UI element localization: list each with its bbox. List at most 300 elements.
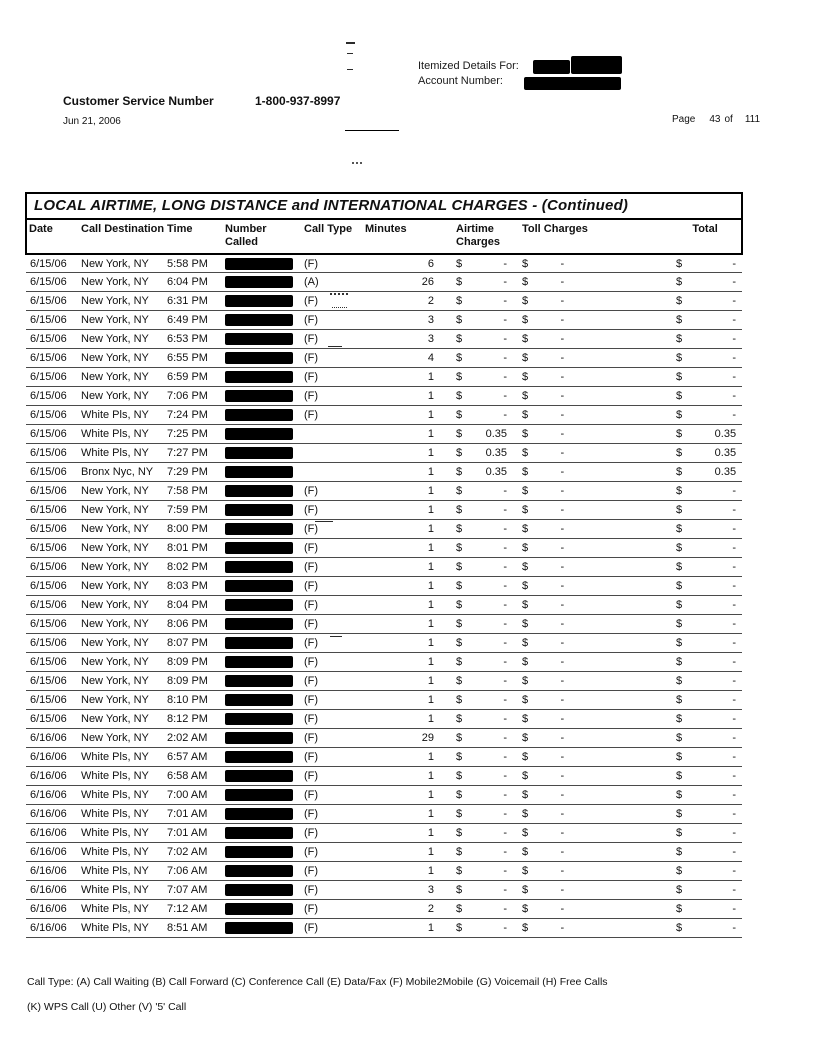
cell-call-type: (F) bbox=[301, 843, 359, 862]
column-header-number-called: Number Called bbox=[222, 219, 301, 254]
cell-total: $ - bbox=[669, 482, 742, 501]
cell-call-destination: New York, NY bbox=[78, 387, 166, 406]
cell-time: 8:10 PM bbox=[166, 691, 222, 710]
cell-number-called bbox=[222, 254, 301, 273]
cell-number-called bbox=[222, 786, 301, 805]
currency-symbol: $ bbox=[676, 485, 683, 498]
redacted-number bbox=[225, 846, 293, 858]
cell-airtime-charges: $ - bbox=[447, 520, 519, 539]
cell-call-type: (F) bbox=[301, 672, 359, 691]
cell-total: $ - bbox=[669, 653, 742, 672]
cell-call-type: (F) bbox=[301, 558, 359, 577]
column-header-total: Total bbox=[669, 219, 742, 254]
cell-minutes: 1 bbox=[359, 615, 447, 634]
currency-symbol: $ bbox=[676, 542, 683, 555]
scan-artifact bbox=[352, 162, 362, 164]
cell-toll-charges: $ - bbox=[519, 520, 669, 539]
redacted-number bbox=[225, 694, 293, 706]
cell-airtime-charges: $ - bbox=[447, 919, 519, 938]
cell-total: $ - bbox=[669, 254, 742, 273]
cell-minutes: 2 bbox=[359, 292, 447, 311]
table-row bbox=[26, 729, 742, 748]
table-title-row bbox=[26, 193, 742, 219]
cell-number-called bbox=[222, 425, 301, 444]
currency-symbol: $ bbox=[456, 333, 463, 346]
cell-call-destination: New York, NY bbox=[78, 710, 166, 729]
redacted-number bbox=[225, 276, 293, 288]
cell-date: 6/16/06 bbox=[26, 805, 78, 824]
currency-symbol: $ bbox=[456, 732, 463, 745]
cell-call-type: (F) bbox=[301, 653, 359, 672]
cell-time: 8:04 PM bbox=[166, 596, 222, 615]
currency-symbol: $ bbox=[676, 599, 683, 612]
cell-call-destination: New York, NY bbox=[78, 596, 166, 615]
redacted-number bbox=[225, 656, 293, 668]
currency-symbol: $ bbox=[456, 466, 463, 479]
cell-number-called bbox=[222, 824, 301, 843]
currency-symbol: $ bbox=[456, 618, 463, 631]
cell-call-destination: New York, NY bbox=[78, 330, 166, 349]
currency-symbol: $ bbox=[522, 884, 529, 897]
cell-airtime-charges: $ - bbox=[447, 311, 519, 330]
table-row bbox=[26, 786, 742, 805]
cell-number-called bbox=[222, 748, 301, 767]
cell-minutes: 1 bbox=[359, 520, 447, 539]
cell-airtime-charges: $ - bbox=[447, 748, 519, 767]
currency-symbol: $ bbox=[456, 599, 463, 612]
cell-number-called bbox=[222, 596, 301, 615]
account-number-label: Account Number: bbox=[418, 75, 503, 87]
cell-time: 7:27 PM bbox=[166, 444, 222, 463]
cell-time: 7:06 PM bbox=[166, 387, 222, 406]
cell-number-called bbox=[222, 710, 301, 729]
cell-airtime-charges: $ - bbox=[447, 824, 519, 843]
cell-total: $ - bbox=[669, 786, 742, 805]
cell-number-called bbox=[222, 653, 301, 672]
currency-symbol: $ bbox=[456, 694, 463, 707]
redacted-number bbox=[225, 409, 293, 421]
redacted-customer-name bbox=[571, 56, 622, 74]
cell-call-destination: White Pls, NY bbox=[78, 843, 166, 862]
redacted-number bbox=[225, 504, 293, 516]
currency-symbol: $ bbox=[522, 295, 529, 308]
currency-symbol: $ bbox=[676, 390, 683, 403]
cell-call-destination: White Pls, NY bbox=[78, 805, 166, 824]
currency-symbol: $ bbox=[676, 504, 683, 517]
cell-date: 6/15/06 bbox=[26, 444, 78, 463]
cell-call-destination: New York, NY bbox=[78, 349, 166, 368]
currency-symbol: $ bbox=[522, 504, 529, 517]
call-table-body bbox=[26, 254, 742, 938]
table-row bbox=[26, 520, 742, 539]
redacted-customer-name bbox=[533, 60, 570, 74]
cell-total: $ 0.35 bbox=[669, 444, 742, 463]
table-row bbox=[26, 387, 742, 406]
redacted-number bbox=[225, 808, 293, 820]
cell-total: $ - bbox=[669, 330, 742, 349]
table-row bbox=[26, 501, 742, 520]
redacted-number bbox=[225, 580, 293, 592]
cell-call-destination: White Pls, NY bbox=[78, 919, 166, 938]
cell-total: $ - bbox=[669, 634, 742, 653]
cell-toll-charges: $ - bbox=[519, 881, 669, 900]
cell-toll-charges: $ - bbox=[519, 710, 669, 729]
cell-toll-charges: $ - bbox=[519, 843, 669, 862]
cell-total: $ - bbox=[669, 748, 742, 767]
customer-service-number: 1-800-937-8997 bbox=[255, 94, 341, 108]
cell-number-called bbox=[222, 919, 301, 938]
page-total: 111 bbox=[744, 114, 761, 125]
cell-minutes: 26 bbox=[359, 273, 447, 292]
cell-airtime-charges: $ - bbox=[447, 767, 519, 786]
cell-call-destination: White Pls, NY bbox=[78, 786, 166, 805]
cell-minutes: 1 bbox=[359, 444, 447, 463]
cell-number-called bbox=[222, 767, 301, 786]
cell-minutes: 29 bbox=[359, 729, 447, 748]
cell-time: 6:49 PM bbox=[166, 311, 222, 330]
cell-call-type: (F) bbox=[301, 805, 359, 824]
cell-total: $ - bbox=[669, 824, 742, 843]
cell-toll-charges: $ - bbox=[519, 862, 669, 881]
cell-time: 8:09 PM bbox=[166, 672, 222, 691]
currency-symbol: $ bbox=[676, 713, 683, 726]
currency-symbol: $ bbox=[522, 903, 529, 916]
cell-toll-charges: $ - bbox=[519, 311, 669, 330]
cell-airtime-charges: $ - bbox=[447, 786, 519, 805]
currency-symbol: $ bbox=[522, 485, 529, 498]
currency-symbol: $ bbox=[456, 637, 463, 650]
currency-symbol: $ bbox=[456, 390, 463, 403]
cell-airtime-charges: $ - bbox=[447, 482, 519, 501]
cell-call-type: (F) bbox=[301, 900, 359, 919]
currency-symbol: $ bbox=[522, 694, 529, 707]
cell-number-called bbox=[222, 577, 301, 596]
currency-symbol: $ bbox=[456, 884, 463, 897]
cell-call-destination: White Pls, NY bbox=[78, 406, 166, 425]
cell-call-destination: New York, NY bbox=[78, 368, 166, 387]
cell-total: $ - bbox=[669, 387, 742, 406]
table-row bbox=[26, 862, 742, 881]
cell-call-type bbox=[301, 463, 359, 482]
cell-date: 6/15/06 bbox=[26, 615, 78, 634]
cell-date: 6/16/06 bbox=[26, 862, 78, 881]
cell-time: 6:53 PM bbox=[166, 330, 222, 349]
redacted-number bbox=[225, 903, 293, 915]
cell-date: 6/15/06 bbox=[26, 672, 78, 691]
redacted-number bbox=[225, 542, 293, 554]
scan-artifact bbox=[346, 42, 355, 44]
currency-symbol: $ bbox=[522, 656, 529, 669]
cell-number-called bbox=[222, 615, 301, 634]
currency-symbol: $ bbox=[456, 504, 463, 517]
cell-number-called bbox=[222, 311, 301, 330]
cell-total: $ - bbox=[669, 767, 742, 786]
currency-symbol: $ bbox=[522, 352, 529, 365]
cell-airtime-charges: $ - bbox=[447, 596, 519, 615]
cell-toll-charges: $ - bbox=[519, 900, 669, 919]
cell-toll-charges: $ - bbox=[519, 786, 669, 805]
table-row bbox=[26, 710, 742, 729]
cell-time: 7:25 PM bbox=[166, 425, 222, 444]
currency-symbol: $ bbox=[522, 333, 529, 346]
cell-time: 5:58 PM bbox=[166, 254, 222, 273]
cell-airtime-charges: $ - bbox=[447, 843, 519, 862]
currency-symbol: $ bbox=[522, 542, 529, 555]
bill-date: Jun 21, 2006 bbox=[63, 116, 121, 127]
currency-symbol: $ bbox=[522, 390, 529, 403]
currency-symbol: $ bbox=[676, 352, 683, 365]
cell-call-destination: White Pls, NY bbox=[78, 824, 166, 843]
table-row bbox=[26, 748, 742, 767]
cell-number-called bbox=[222, 501, 301, 520]
currency-symbol: $ bbox=[456, 675, 463, 688]
cell-time: 8:02 PM bbox=[166, 558, 222, 577]
currency-symbol: $ bbox=[522, 922, 529, 935]
cell-total: $ - bbox=[669, 311, 742, 330]
currency-symbol: $ bbox=[522, 409, 529, 422]
cell-minutes: 1 bbox=[359, 577, 447, 596]
cell-toll-charges: $ - bbox=[519, 254, 669, 273]
cell-time: 7:02 AM bbox=[166, 843, 222, 862]
redacted-number bbox=[225, 637, 293, 649]
currency-symbol: $ bbox=[456, 561, 463, 574]
currency-symbol: $ bbox=[676, 751, 683, 764]
cell-minutes: 3 bbox=[359, 881, 447, 900]
cell-number-called bbox=[222, 900, 301, 919]
cell-toll-charges: $ - bbox=[519, 767, 669, 786]
cell-date: 6/15/06 bbox=[26, 520, 78, 539]
cell-call-type: (F) bbox=[301, 729, 359, 748]
cell-date: 6/15/06 bbox=[26, 463, 78, 482]
cell-date: 6/16/06 bbox=[26, 767, 78, 786]
cell-total: $ 0.35 bbox=[669, 463, 742, 482]
currency-symbol: $ bbox=[522, 732, 529, 745]
redacted-number bbox=[225, 618, 293, 630]
cell-time: 8:07 PM bbox=[166, 634, 222, 653]
cell-airtime-charges: $ - bbox=[447, 349, 519, 368]
table-row bbox=[26, 824, 742, 843]
redacted-number bbox=[225, 561, 293, 573]
cell-date: 6/15/06 bbox=[26, 425, 78, 444]
cell-toll-charges: $ - bbox=[519, 273, 669, 292]
cell-minutes: 1 bbox=[359, 463, 447, 482]
cell-time: 8:00 PM bbox=[166, 520, 222, 539]
table-row bbox=[26, 406, 742, 425]
cell-number-called bbox=[222, 539, 301, 558]
currency-symbol: $ bbox=[522, 770, 529, 783]
cell-call-destination: White Pls, NY bbox=[78, 748, 166, 767]
cell-minutes: 1 bbox=[359, 824, 447, 843]
currency-symbol: $ bbox=[456, 713, 463, 726]
column-header-toll-charges: Toll Charges bbox=[519, 219, 669, 254]
cell-total: $ - bbox=[669, 596, 742, 615]
cell-total: $ - bbox=[669, 558, 742, 577]
page-label: Page bbox=[672, 114, 696, 125]
cell-airtime-charges: $ - bbox=[447, 653, 519, 672]
cell-airtime-charges: $ - bbox=[447, 387, 519, 406]
cell-airtime-charges: $ - bbox=[447, 292, 519, 311]
redacted-number bbox=[225, 789, 293, 801]
currency-symbol: $ bbox=[676, 466, 683, 479]
cell-call-destination: New York, NY bbox=[78, 615, 166, 634]
currency-symbol: $ bbox=[676, 827, 683, 840]
column-header-date: Date bbox=[26, 219, 78, 254]
redacted-number bbox=[225, 599, 293, 611]
table-row bbox=[26, 596, 742, 615]
cell-call-destination: New York, NY bbox=[78, 292, 166, 311]
cell-toll-charges: $ - bbox=[519, 406, 669, 425]
cell-number-called bbox=[222, 672, 301, 691]
currency-symbol: $ bbox=[676, 333, 683, 346]
cell-airtime-charges: $ - bbox=[447, 558, 519, 577]
cell-date: 6/15/06 bbox=[26, 368, 78, 387]
cell-total: $ - bbox=[669, 805, 742, 824]
currency-symbol: $ bbox=[676, 846, 683, 859]
table-row bbox=[26, 900, 742, 919]
scan-artifact bbox=[345, 130, 399, 131]
redacted-number bbox=[225, 314, 293, 326]
cell-toll-charges: $ - bbox=[519, 330, 669, 349]
cell-call-type: (A) bbox=[301, 273, 359, 292]
table-row bbox=[26, 425, 742, 444]
cell-airtime-charges: $ - bbox=[447, 634, 519, 653]
currency-symbol: $ bbox=[522, 751, 529, 764]
currency-symbol: $ bbox=[676, 447, 683, 460]
table-row bbox=[26, 577, 742, 596]
cell-time: 6:55 PM bbox=[166, 349, 222, 368]
cell-number-called bbox=[222, 349, 301, 368]
cell-call-type bbox=[301, 444, 359, 463]
cell-toll-charges: $ - bbox=[519, 501, 669, 520]
cell-time: 7:29 PM bbox=[166, 463, 222, 482]
cell-total: $ - bbox=[669, 862, 742, 881]
cell-call-destination: New York, NY bbox=[78, 539, 166, 558]
cell-time: 7:12 AM bbox=[166, 900, 222, 919]
cell-toll-charges: $ - bbox=[519, 558, 669, 577]
redacted-number bbox=[225, 675, 293, 687]
cell-number-called bbox=[222, 482, 301, 501]
cell-time: 7:06 AM bbox=[166, 862, 222, 881]
cell-total: $ - bbox=[669, 615, 742, 634]
redacted-number bbox=[225, 732, 293, 744]
redacted-number bbox=[225, 922, 293, 934]
cell-call-destination: New York, NY bbox=[78, 482, 166, 501]
cell-date: 6/16/06 bbox=[26, 729, 78, 748]
cell-toll-charges: $ - bbox=[519, 463, 669, 482]
table-row bbox=[26, 463, 742, 482]
currency-symbol: $ bbox=[456, 276, 463, 289]
cell-call-destination: White Pls, NY bbox=[78, 900, 166, 919]
cell-time: 7:01 AM bbox=[166, 824, 222, 843]
cell-total: $ - bbox=[669, 691, 742, 710]
cell-total: $ - bbox=[669, 900, 742, 919]
table-header-row bbox=[26, 219, 742, 254]
cell-time: 2:02 AM bbox=[166, 729, 222, 748]
cell-date: 6/15/06 bbox=[26, 254, 78, 273]
cell-time: 6:59 PM bbox=[166, 368, 222, 387]
cell-time: 7:24 PM bbox=[166, 406, 222, 425]
table-row bbox=[26, 292, 742, 311]
table-row bbox=[26, 881, 742, 900]
cell-toll-charges: $ - bbox=[519, 539, 669, 558]
currency-symbol: $ bbox=[676, 865, 683, 878]
redacted-number bbox=[225, 523, 293, 535]
cell-call-type: (F) bbox=[301, 862, 359, 881]
cell-minutes: 6 bbox=[359, 254, 447, 273]
cell-date: 6/15/06 bbox=[26, 349, 78, 368]
cell-airtime-charges: $ - bbox=[447, 273, 519, 292]
currency-symbol: $ bbox=[676, 694, 683, 707]
redacted-number bbox=[225, 258, 293, 270]
currency-symbol: $ bbox=[676, 618, 683, 631]
table-row bbox=[26, 368, 742, 387]
cell-time: 8:12 PM bbox=[166, 710, 222, 729]
page-current: 43 bbox=[709, 114, 721, 125]
cell-number-called bbox=[222, 406, 301, 425]
cell-airtime-charges: $ - bbox=[447, 368, 519, 387]
currency-symbol: $ bbox=[456, 371, 463, 384]
cell-call-type bbox=[301, 425, 359, 444]
cell-call-type: (F) bbox=[301, 539, 359, 558]
cell-number-called bbox=[222, 387, 301, 406]
cell-date: 6/16/06 bbox=[26, 900, 78, 919]
cell-date: 6/15/06 bbox=[26, 577, 78, 596]
currency-symbol: $ bbox=[456, 903, 463, 916]
cell-toll-charges: $ - bbox=[519, 292, 669, 311]
cell-total: $ - bbox=[669, 501, 742, 520]
currency-symbol: $ bbox=[676, 257, 683, 270]
currency-symbol: $ bbox=[522, 637, 529, 650]
table-row bbox=[26, 349, 742, 368]
currency-symbol: $ bbox=[456, 789, 463, 802]
cell-call-type: (F) bbox=[301, 387, 359, 406]
cell-date: 6/15/06 bbox=[26, 406, 78, 425]
cell-call-destination: White Pls, NY bbox=[78, 425, 166, 444]
cell-date: 6/16/06 bbox=[26, 919, 78, 938]
table-row bbox=[26, 482, 742, 501]
cell-toll-charges: $ - bbox=[519, 634, 669, 653]
cell-number-called bbox=[222, 463, 301, 482]
currency-symbol: $ bbox=[456, 447, 463, 460]
itemized-details-label: Itemized Details For: bbox=[418, 60, 519, 72]
redacted-number bbox=[225, 428, 293, 440]
cell-date: 6/15/06 bbox=[26, 482, 78, 501]
cell-toll-charges: $ - bbox=[519, 482, 669, 501]
cell-date: 6/15/06 bbox=[26, 330, 78, 349]
cell-time: 6:04 PM bbox=[166, 273, 222, 292]
cell-airtime-charges: $ - bbox=[447, 881, 519, 900]
cell-minutes: 4 bbox=[359, 349, 447, 368]
cell-total: $ - bbox=[669, 406, 742, 425]
cell-minutes: 1 bbox=[359, 387, 447, 406]
cell-airtime-charges: $ - bbox=[447, 729, 519, 748]
cell-total: $ - bbox=[669, 577, 742, 596]
cell-number-called bbox=[222, 520, 301, 539]
cell-total: $ - bbox=[669, 292, 742, 311]
currency-symbol: $ bbox=[522, 789, 529, 802]
cell-time: 8:03 PM bbox=[166, 577, 222, 596]
redacted-number bbox=[225, 352, 293, 364]
currency-symbol: $ bbox=[676, 561, 683, 574]
cell-call-type: (F) bbox=[301, 349, 359, 368]
cell-number-called bbox=[222, 805, 301, 824]
charges-table bbox=[25, 192, 743, 938]
cell-total: $ - bbox=[669, 273, 742, 292]
cell-time: 8:09 PM bbox=[166, 653, 222, 672]
currency-symbol: $ bbox=[676, 371, 683, 384]
currency-symbol: $ bbox=[456, 580, 463, 593]
column-header-call-destination: Call Destination bbox=[78, 219, 166, 254]
